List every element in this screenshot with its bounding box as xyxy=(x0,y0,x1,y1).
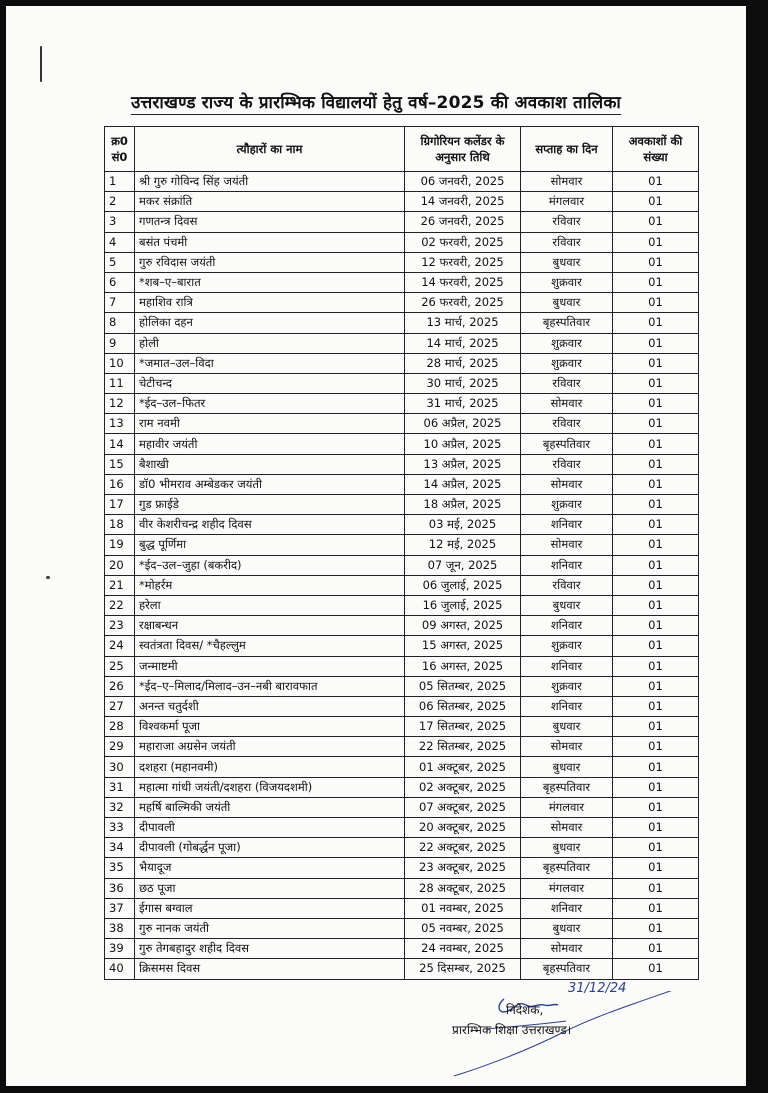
date-cell: 28 मार्च, 2025 xyxy=(405,353,521,373)
festival-name-cell: महावीर जयंती xyxy=(135,434,405,454)
serial-cell: 8 xyxy=(105,313,135,333)
table-row xyxy=(105,495,699,515)
festival-name-cell: गुरु तेगबहादुर शहीद दिवस xyxy=(135,939,405,959)
table-row xyxy=(105,939,699,959)
table-row xyxy=(105,959,699,979)
holiday-count-cell: 01 xyxy=(613,797,699,817)
festival-name-cell: दीपावली xyxy=(135,818,405,838)
festival-name-cell: होली xyxy=(135,333,405,353)
holiday-count-cell: 01 xyxy=(613,414,699,434)
serial-cell: 9 xyxy=(105,333,135,353)
table-row xyxy=(105,595,699,615)
serial-cell: 1 xyxy=(105,172,135,192)
holiday-count-cell: 01 xyxy=(613,616,699,636)
date-cell: 14 फरवरी, 2025 xyxy=(405,272,521,292)
table-row xyxy=(105,474,699,494)
holiday-count-cell: 01 xyxy=(613,737,699,757)
serial-cell: 34 xyxy=(105,838,135,858)
serial-cell: 38 xyxy=(105,918,135,938)
holiday-count-cell: 01 xyxy=(613,656,699,676)
festival-name-cell: भैयादूज xyxy=(135,858,405,878)
festival-name-cell: *मोहर्रम xyxy=(135,575,405,595)
date-cell: 09 अगस्त, 2025 xyxy=(405,616,521,636)
holiday-count-cell: 01 xyxy=(613,595,699,615)
table-row xyxy=(105,898,699,918)
table-row xyxy=(105,777,699,797)
weekday-cell: बुधवार xyxy=(521,293,613,313)
date-cell: 22 अक्टूबर, 2025 xyxy=(405,838,521,858)
serial-cell: 24 xyxy=(105,636,135,656)
festival-name-cell: बुद्ध पूर्णिमा xyxy=(135,535,405,555)
header-festival-name: त्यौहारों का नाम xyxy=(135,127,405,172)
festival-name-cell: होलिका दहन xyxy=(135,313,405,333)
serial-cell: 36 xyxy=(105,878,135,898)
header-weekday: सप्ताह का दिन xyxy=(521,127,613,172)
holiday-count-cell: 01 xyxy=(613,293,699,313)
date-cell: 25 दिसम्बर, 2025 xyxy=(405,959,521,979)
holiday-count-cell: 01 xyxy=(613,838,699,858)
serial-cell: 23 xyxy=(105,616,135,636)
serial-cell: 37 xyxy=(105,898,135,918)
festival-name-cell: *ईद–उल–जुहा (बकरीद) xyxy=(135,555,405,575)
table-row xyxy=(105,838,699,858)
weekday-cell: बुधवार xyxy=(521,252,613,272)
serial-cell: 4 xyxy=(105,232,135,252)
stray-mark xyxy=(46,576,50,579)
serial-cell: 32 xyxy=(105,797,135,817)
weekday-cell: बृहस्पतिवार xyxy=(521,858,613,878)
weekday-cell: सोमवार xyxy=(521,394,613,414)
table-row xyxy=(105,313,699,333)
signature-block xyxy=(446,981,706,1081)
serial-cell: 31 xyxy=(105,777,135,797)
holiday-count-cell: 01 xyxy=(613,353,699,373)
weekday-cell: बृहस्पतिवार xyxy=(521,434,613,454)
festival-name-cell: डॉ0 भीमराव अम्बेडकर जयंती xyxy=(135,474,405,494)
date-cell: 13 मार्च, 2025 xyxy=(405,313,521,333)
weekday-cell: सोमवार xyxy=(521,172,613,192)
table-row xyxy=(105,737,699,757)
weekday-cell: रविवार xyxy=(521,232,613,252)
festival-name-cell: छठ पूजा xyxy=(135,878,405,898)
festival-name-cell: बसंत पंचमी xyxy=(135,232,405,252)
holiday-count-cell: 01 xyxy=(613,495,699,515)
weekday-cell: मंगलवार xyxy=(521,878,613,898)
document-title xyxy=(6,90,746,113)
weekday-cell: बृहस्पतिवार xyxy=(521,959,613,979)
serial-cell: 29 xyxy=(105,737,135,757)
festival-name-cell: गणतन्त्र दिवस xyxy=(135,212,405,232)
weekday-cell: शनिवार xyxy=(521,515,613,535)
table-row xyxy=(105,656,699,676)
holiday-count-cell: 01 xyxy=(613,858,699,878)
holiday-count-cell: 01 xyxy=(613,555,699,575)
holiday-count-cell: 01 xyxy=(613,696,699,716)
weekday-cell: मंगलवार xyxy=(521,192,613,212)
table-row xyxy=(105,696,699,716)
date-cell: 05 नवम्बर, 2025 xyxy=(405,918,521,938)
table-row xyxy=(105,333,699,353)
festival-name-cell: स्वतंत्रता दिवस/ *चैहल्लुम xyxy=(135,636,405,656)
weekday-cell: रविवार xyxy=(521,373,613,393)
date-cell: 12 फरवरी, 2025 xyxy=(405,252,521,272)
serial-cell: 15 xyxy=(105,454,135,474)
date-cell: 03 मई, 2025 xyxy=(405,515,521,535)
weekday-cell: शनिवार xyxy=(521,898,613,918)
weekday-cell: शनिवार xyxy=(521,696,613,716)
date-cell: 16 अगस्त, 2025 xyxy=(405,656,521,676)
date-cell: 18 अप्रैल, 2025 xyxy=(405,495,521,515)
date-cell: 13 अप्रैल, 2025 xyxy=(405,454,521,474)
holiday-table xyxy=(104,126,699,980)
weekday-cell: बृहस्पतिवार xyxy=(521,313,613,333)
date-cell: 20 अक्टूबर, 2025 xyxy=(405,818,521,838)
table-header-row xyxy=(105,127,699,172)
table-row xyxy=(105,818,699,838)
weekday-cell: शुक्रवार xyxy=(521,495,613,515)
holiday-count-cell: 01 xyxy=(613,515,699,535)
date-cell: 05 सितम्बर, 2025 xyxy=(405,676,521,696)
weekday-cell: रविवार xyxy=(521,414,613,434)
holiday-count-cell: 01 xyxy=(613,757,699,777)
date-cell: 26 फरवरी, 2025 xyxy=(405,293,521,313)
weekday-cell: सोमवार xyxy=(521,535,613,555)
serial-cell: 17 xyxy=(105,495,135,515)
table-row xyxy=(105,172,699,192)
serial-cell: 20 xyxy=(105,555,135,575)
holiday-count-cell: 01 xyxy=(613,333,699,353)
serial-cell: 27 xyxy=(105,696,135,716)
date-cell: 06 जनवरी, 2025 xyxy=(405,172,521,192)
weekday-cell: बृहस्पतिवार xyxy=(521,777,613,797)
festival-name-cell: ईगास बग्वाल xyxy=(135,898,405,918)
table-row xyxy=(105,717,699,737)
festival-name-cell: क्रिसमस दिवस xyxy=(135,959,405,979)
festival-name-cell: *ईद–ए–मिलाद/मिलाद–उन–नबी बारावफात xyxy=(135,676,405,696)
serial-cell: 14 xyxy=(105,434,135,454)
table-row xyxy=(105,232,699,252)
holiday-count-cell: 01 xyxy=(613,394,699,414)
table-row xyxy=(105,434,699,454)
weekday-cell: शुक्रवार xyxy=(521,676,613,696)
weekday-cell: रविवार xyxy=(521,212,613,232)
date-cell: 10 अप्रैल, 2025 xyxy=(405,434,521,454)
date-cell: 22 सितम्बर, 2025 xyxy=(405,737,521,757)
holiday-count-cell: 01 xyxy=(613,212,699,232)
date-cell: 14 जनवरी, 2025 xyxy=(405,192,521,212)
festival-name-cell: गुरु नानक जयंती xyxy=(135,918,405,938)
signatory-designation: निदेशक, xyxy=(506,1003,544,1017)
serial-cell: 21 xyxy=(105,575,135,595)
serial-cell: 33 xyxy=(105,818,135,838)
signature-date: 31/12/24 xyxy=(568,981,627,996)
table-row xyxy=(105,555,699,575)
holiday-count-cell: 01 xyxy=(613,272,699,292)
signatory-office: प्रारम्भिक शिक्षा उत्तराखण्ड। xyxy=(452,1023,572,1037)
holiday-count-cell: 01 xyxy=(613,676,699,696)
festival-name-cell: गुड फ्राईडे xyxy=(135,495,405,515)
date-cell: 06 जुलाई, 2025 xyxy=(405,575,521,595)
date-cell: 24 नवम्बर, 2025 xyxy=(405,939,521,959)
festival-name-cell: बैशाखी xyxy=(135,454,405,474)
festival-name-cell: मकर संक्रांति xyxy=(135,192,405,212)
serial-cell: 6 xyxy=(105,272,135,292)
festival-name-cell: महर्षि बाल्मिकी जयंती xyxy=(135,797,405,817)
holiday-count-cell: 01 xyxy=(613,898,699,918)
header-holiday-count: अवकाशों की संख्या xyxy=(613,127,699,172)
date-cell: 07 अक्टूबर, 2025 xyxy=(405,797,521,817)
weekday-cell: बुधवार xyxy=(521,757,613,777)
festival-name-cell: दीपावली (गोबर्द्धन पूजा) xyxy=(135,838,405,858)
date-cell: 01 नवम्बर, 2025 xyxy=(405,898,521,918)
weekday-cell: शनिवार xyxy=(521,616,613,636)
serial-cell: 19 xyxy=(105,535,135,555)
festival-name-cell: महाराजा अग्रसेन जयंती xyxy=(135,737,405,757)
holiday-count-cell: 01 xyxy=(613,959,699,979)
festival-name-cell: महाशिव रात्रि xyxy=(135,293,405,313)
festival-name-cell: महात्मा गांधी जयंती/दशहरा (विजयदशमी) xyxy=(135,777,405,797)
document-title-text: उत्तराखण्ड राज्य के प्रारम्भिक विद्यालयों हेतु वर्ष–2025 की अवकाश तालिका xyxy=(130,93,622,113)
holiday-count-cell: 01 xyxy=(613,313,699,333)
table-row xyxy=(105,212,699,232)
table-row xyxy=(105,414,699,434)
date-cell: 23 अक्टूबर, 2025 xyxy=(405,858,521,878)
table-row xyxy=(105,575,699,595)
serial-cell: 18 xyxy=(105,515,135,535)
date-cell: 28 अक्टूबर, 2025 xyxy=(405,878,521,898)
weekday-cell: शुक्रवार xyxy=(521,353,613,373)
serial-cell: 2 xyxy=(105,192,135,212)
festival-name-cell: जन्माष्टमी xyxy=(135,656,405,676)
date-cell: 02 अक्टूबर, 2025 xyxy=(405,777,521,797)
table-body xyxy=(105,172,699,980)
weekday-cell: शनिवार xyxy=(521,555,613,575)
holiday-count-cell: 01 xyxy=(613,575,699,595)
weekday-cell: बुधवार xyxy=(521,838,613,858)
festival-name-cell: *ईद–उल–फितर xyxy=(135,394,405,414)
table-row xyxy=(105,272,699,292)
date-cell: 12 मई, 2025 xyxy=(405,535,521,555)
holiday-count-cell: 01 xyxy=(613,373,699,393)
weekday-cell: बुधवार xyxy=(521,918,613,938)
serial-cell: 5 xyxy=(105,252,135,272)
festival-name-cell: श्री गुरु गोविन्द सिंह जयंती xyxy=(135,172,405,192)
table-row xyxy=(105,353,699,373)
holiday-count-cell: 01 xyxy=(613,454,699,474)
holiday-count-cell: 01 xyxy=(613,535,699,555)
weekday-cell: शुक्रवार xyxy=(521,272,613,292)
date-cell: 01 अक्टूबर, 2025 xyxy=(405,757,521,777)
weekday-cell: सोमवार xyxy=(521,737,613,757)
festival-name-cell: अनन्त चतुर्दशी xyxy=(135,696,405,716)
holiday-count-cell: 01 xyxy=(613,918,699,938)
date-cell: 30 मार्च, 2025 xyxy=(405,373,521,393)
serial-cell: 16 xyxy=(105,474,135,494)
serial-cell: 7 xyxy=(105,293,135,313)
pen-mark xyxy=(40,46,42,82)
date-cell: 31 मार्च, 2025 xyxy=(405,394,521,414)
table-row xyxy=(105,192,699,212)
date-cell: 26 जनवरी, 2025 xyxy=(405,212,521,232)
header-date: ग्रिगोरियन कलेंडर के अनुसार तिथि xyxy=(405,127,521,172)
date-cell: 14 मार्च, 2025 xyxy=(405,333,521,353)
date-cell: 17 सितम्बर, 2025 xyxy=(405,717,521,737)
date-cell: 06 सितम्बर, 2025 xyxy=(405,696,521,716)
weekday-cell: बुधवार xyxy=(521,595,613,615)
weekday-cell: शुक्रवार xyxy=(521,636,613,656)
festival-name-cell: दशहरा (महानवमी) xyxy=(135,757,405,777)
serial-cell: 13 xyxy=(105,414,135,434)
serial-cell: 35 xyxy=(105,858,135,878)
holiday-count-cell: 01 xyxy=(613,474,699,494)
festival-name-cell: *शब–ए–बारात xyxy=(135,272,405,292)
weekday-cell: रविवार xyxy=(521,575,613,595)
table-row xyxy=(105,878,699,898)
table-row xyxy=(105,616,699,636)
table-row xyxy=(105,676,699,696)
holiday-count-cell: 01 xyxy=(613,192,699,212)
weekday-cell: रविवार xyxy=(521,454,613,474)
table-row xyxy=(105,636,699,656)
serial-cell: 12 xyxy=(105,394,135,414)
date-cell: 07 जून, 2025 xyxy=(405,555,521,575)
serial-cell: 28 xyxy=(105,717,135,737)
table-row xyxy=(105,918,699,938)
date-cell: 16 जुलाई, 2025 xyxy=(405,595,521,615)
date-cell: 02 फरवरी, 2025 xyxy=(405,232,521,252)
holiday-count-cell: 01 xyxy=(613,777,699,797)
holiday-count-cell: 01 xyxy=(613,939,699,959)
festival-name-cell: हरेला xyxy=(135,595,405,615)
document-page xyxy=(6,6,746,1086)
holiday-count-cell: 01 xyxy=(613,232,699,252)
table-row xyxy=(105,757,699,777)
date-cell: 06 अप्रैल, 2025 xyxy=(405,414,521,434)
holiday-count-cell: 01 xyxy=(613,878,699,898)
serial-cell: 11 xyxy=(105,373,135,393)
holiday-count-cell: 01 xyxy=(613,172,699,192)
holiday-count-cell: 01 xyxy=(613,252,699,272)
weekday-cell: सोमवार xyxy=(521,939,613,959)
weekday-cell: मंगलवार xyxy=(521,797,613,817)
weekday-cell: शनिवार xyxy=(521,656,613,676)
holiday-count-cell: 01 xyxy=(613,434,699,454)
festival-name-cell: वीर केशरीचन्द्र शहीद दिवस xyxy=(135,515,405,535)
serial-cell: 26 xyxy=(105,676,135,696)
serial-cell: 25 xyxy=(105,656,135,676)
serial-cell: 40 xyxy=(105,959,135,979)
holiday-count-cell: 01 xyxy=(613,636,699,656)
festival-name-cell: विश्वकर्मा पूजा xyxy=(135,717,405,737)
table-row xyxy=(105,858,699,878)
table-row xyxy=(105,515,699,535)
festival-name-cell: चेटीचन्द xyxy=(135,373,405,393)
date-cell: 15 अगस्त, 2025 xyxy=(405,636,521,656)
serial-cell: 39 xyxy=(105,939,135,959)
table-row xyxy=(105,454,699,474)
weekday-cell: शुक्रवार xyxy=(521,333,613,353)
festival-name-cell: गुरु रविदास जयंती xyxy=(135,252,405,272)
date-cell: 14 अप्रैल, 2025 xyxy=(405,474,521,494)
weekday-cell: बुधवार xyxy=(521,717,613,737)
table-row xyxy=(105,252,699,272)
table-row xyxy=(105,293,699,313)
serial-cell: 30 xyxy=(105,757,135,777)
table-row xyxy=(105,535,699,555)
table-row xyxy=(105,797,699,817)
serial-cell: 3 xyxy=(105,212,135,232)
weekday-cell: सोमवार xyxy=(521,474,613,494)
serial-cell: 22 xyxy=(105,595,135,615)
festival-name-cell: राम नवमी xyxy=(135,414,405,434)
serial-cell: 10 xyxy=(105,353,135,373)
holiday-count-cell: 01 xyxy=(613,818,699,838)
table-row xyxy=(105,373,699,393)
holiday-count-cell: 01 xyxy=(613,717,699,737)
header-serial: क्र0 सं0 xyxy=(105,127,135,172)
festival-name-cell: *जमात–उल–विदा xyxy=(135,353,405,373)
weekday-cell: सोमवार xyxy=(521,818,613,838)
festival-name-cell: रक्षाबन्धन xyxy=(135,616,405,636)
table-row xyxy=(105,394,699,414)
